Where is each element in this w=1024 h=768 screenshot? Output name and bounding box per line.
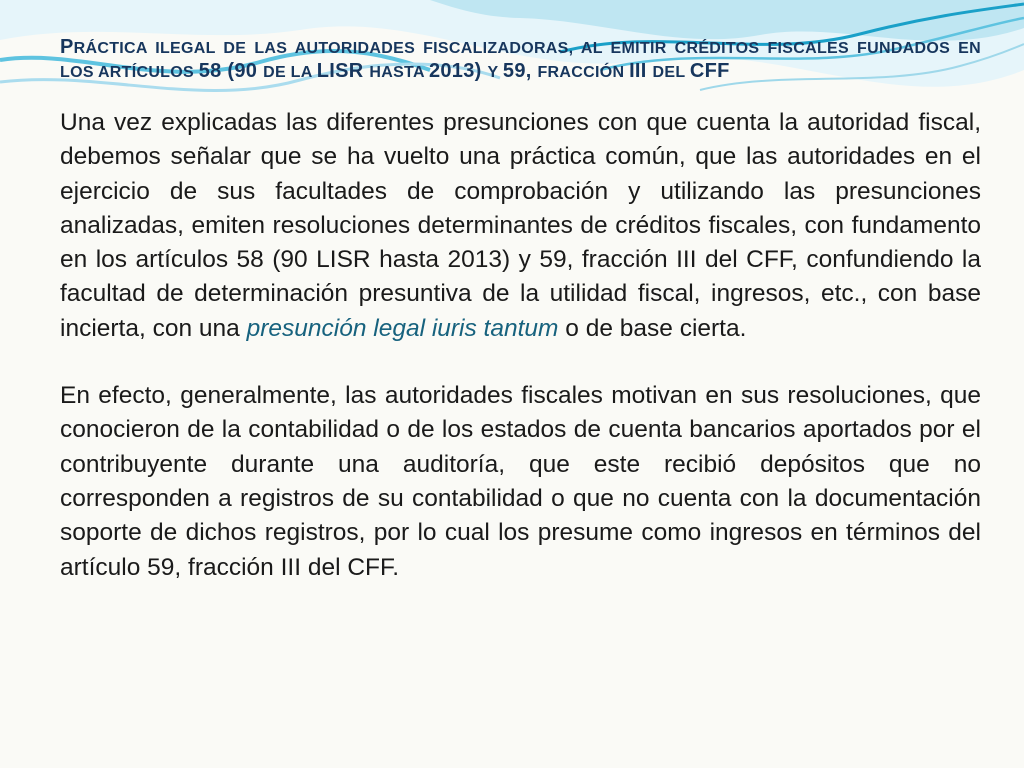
slide-title-part: DEL: [652, 64, 690, 81]
paragraph-1-emphasis: presunción legal iuris tantum: [246, 314, 559, 342]
slide-title-part: HASTA: [369, 64, 429, 81]
slide-title-part: 58 (90: [198, 60, 264, 82]
paragraph-2: En efecto, generalmente, las autoridades fiscales motivan en sus resoluciones, que conocieron de la contabilidad o de los estados de cuenta bancarios aportados por el contribuyente durante una auditoría, que este recibió depósitos que no corresponden a registros de su contabilidad o que no cuenta con la documentación soporte de dichos registros, por lo cual los presume como ingresos en términos del artículo 59, fracción III del CFF.: [60, 382, 981, 581]
slide-title-part: LISR: [316, 60, 370, 82]
slide-title-part: CFF: [689, 60, 730, 82]
paragraph-1-text-end: o de base cierta.: [558, 314, 747, 342]
slide-content: [60, 36, 981, 585]
slide-title-part: P: [60, 36, 74, 58]
slide-title: [60, 36, 981, 84]
paragraph-1: [60, 106, 981, 346]
slide-title-part: DE LA: [263, 64, 317, 81]
slide-title-part: III: [629, 60, 653, 82]
slide-title-part: 2013): [428, 60, 488, 82]
paragraph-1-text: Una vez explicadas las diferentes presunciones con que cuenta la autoridad fiscal, debemos señalar que se ha vuelto una práctica común, que las autoridades en el ejercicio de sus facultades de comprobación y utilizando las presunciones analizadas, emiten resoluciones determinantes de créditos fiscales, con fundamento en los artículos 58 (90 LISR hasta 2013) y 59, fracción III del CFF, confundiendo la facultad de determinación presuntiva de la utilidad fiscal, ingresos, etc., con base incierta, con una: [60, 109, 981, 342]
slide-title-part: Y: [487, 64, 503, 81]
slide-title-part: RÁCTICA ILEGAL DE LAS AUTORIDADES FISCALIZADORAS, AL EMITIR CRÉDITOS FISCALES FUNDADOS EN LOS ARTÍCULOS: [60, 40, 981, 81]
slide-title-part: FRACCIÓN: [537, 64, 630, 81]
slide-title-part: 59,: [502, 60, 538, 82]
